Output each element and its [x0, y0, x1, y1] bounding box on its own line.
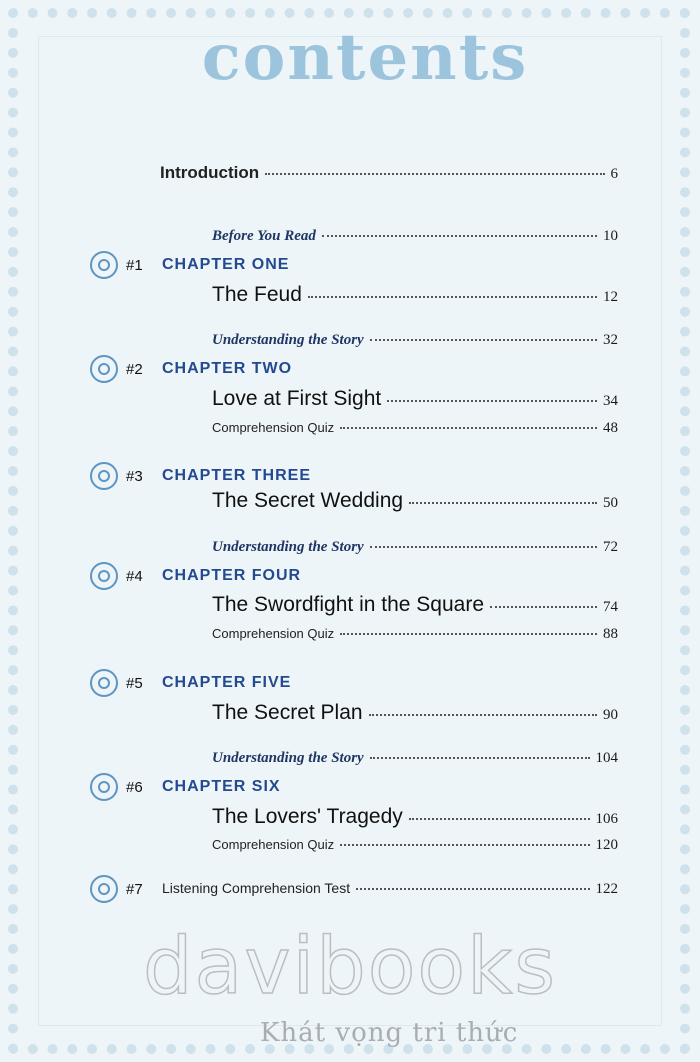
track-number: #2	[126, 360, 143, 378]
toc-entry-quiz[interactable]	[212, 420, 618, 437]
toc-entry-introduction[interactable]	[160, 163, 618, 183]
chapter-heading-5[interactable]	[90, 666, 291, 700]
section-label: Understanding the Story	[212, 332, 364, 348]
chapter-label: CHAPTER SIX	[162, 778, 281, 795]
page-number: 34	[603, 393, 618, 409]
page-number: 90	[603, 707, 618, 723]
toc-label: Introduction	[160, 163, 260, 182]
cd-icon	[90, 562, 118, 590]
leader-dots	[265, 173, 604, 175]
page-number: 72	[603, 539, 618, 555]
chapter-label: CHAPTER FIVE	[162, 674, 292, 691]
leader-dots	[308, 296, 597, 298]
chapter-heading-2[interactable]	[90, 352, 292, 386]
cd-icon	[90, 462, 118, 490]
toc-entry-quiz[interactable]	[212, 626, 618, 643]
story-title: The Feud	[212, 283, 302, 306]
story-title: The Secret Plan	[212, 701, 363, 724]
cd-icon	[90, 773, 118, 801]
leader-dots	[387, 400, 597, 402]
cd-icon	[90, 669, 118, 697]
track-number: #6	[126, 778, 143, 796]
chapter-label: CHAPTER THREE	[162, 467, 312, 484]
track-number: #3	[126, 467, 143, 485]
leader-dots	[340, 427, 597, 429]
page-number: 6	[610, 166, 618, 182]
toc-section-understanding[interactable]	[212, 539, 618, 556]
watermark-brand: davibooks	[143, 922, 557, 1012]
page-number: 48	[603, 420, 618, 436]
leader-dots	[369, 714, 597, 716]
story-title: The Lovers' Tragedy	[212, 805, 403, 828]
chapter-label: CHAPTER FOUR	[162, 567, 302, 584]
track-number: #4	[126, 567, 143, 585]
page-number: 10	[603, 228, 618, 244]
leader-dots	[409, 502, 597, 504]
toc-section-understanding[interactable]	[212, 750, 618, 767]
page-number: 120	[595, 837, 618, 853]
page-number: 74	[603, 599, 618, 615]
leader-dots	[490, 606, 597, 608]
page-number: 104	[595, 750, 618, 766]
chapter-heading-7[interactable]	[90, 872, 154, 906]
track-number: #7	[126, 880, 143, 898]
cd-icon	[90, 875, 118, 903]
cd-icon	[90, 251, 118, 279]
leader-dots	[370, 339, 597, 341]
chapter-heading-3[interactable]	[90, 459, 311, 493]
track-number: #1	[126, 256, 143, 274]
page-number: 50	[603, 495, 618, 511]
story-title: Love at First Sight	[212, 387, 382, 410]
page-number: 122	[595, 881, 618, 897]
leader-dots	[370, 757, 590, 759]
toc-entry-listening-test[interactable]	[162, 880, 618, 898]
toc-entry-quiz[interactable]	[212, 837, 618, 854]
listening-label: Listening Comprehension Test	[162, 880, 351, 896]
page-title: contents	[201, 20, 529, 95]
watermark-tagline: Khát vọng tri thức	[260, 1018, 519, 1048]
page-number: 106	[595, 811, 618, 827]
page-number: 32	[603, 332, 618, 348]
chapter-heading-6[interactable]	[90, 770, 281, 804]
toc-entry-story[interactable]	[212, 489, 618, 513]
toc-entry-story[interactable]	[212, 805, 618, 829]
leader-dots	[340, 844, 589, 846]
quiz-label: Comprehension Quiz	[212, 420, 335, 435]
quiz-label: Comprehension Quiz	[212, 626, 335, 641]
toc-entry-story[interactable]	[212, 593, 618, 617]
chapter-label: CHAPTER ONE	[162, 256, 290, 273]
leader-dots	[409, 818, 590, 820]
chapter-label: CHAPTER TWO	[162, 360, 293, 377]
toc-section-understanding[interactable]	[212, 332, 618, 349]
story-title: The Secret Wedding	[212, 489, 404, 512]
chapter-heading-1[interactable]	[90, 248, 289, 282]
leader-dots	[356, 888, 589, 890]
chapter-heading-4[interactable]	[90, 559, 301, 593]
cd-icon	[90, 355, 118, 383]
toc-section-before-you-read[interactable]	[212, 228, 618, 245]
leader-dots	[340, 633, 597, 635]
toc-entry-story[interactable]	[212, 387, 618, 411]
section-label: Understanding the Story	[212, 539, 364, 555]
leader-dots	[370, 546, 597, 548]
quiz-label: Comprehension Quiz	[212, 837, 335, 852]
section-label: Before You Read	[212, 228, 316, 244]
toc-entry-story[interactable]	[212, 283, 618, 307]
leader-dots	[322, 235, 597, 237]
page-number: 88	[603, 626, 618, 642]
story-title: The Swordfight in the Square	[212, 593, 484, 616]
track-number: #5	[126, 674, 143, 692]
page-number: 12	[603, 289, 618, 305]
section-label: Understanding the Story	[212, 750, 364, 766]
toc-entry-story[interactable]	[212, 701, 618, 725]
